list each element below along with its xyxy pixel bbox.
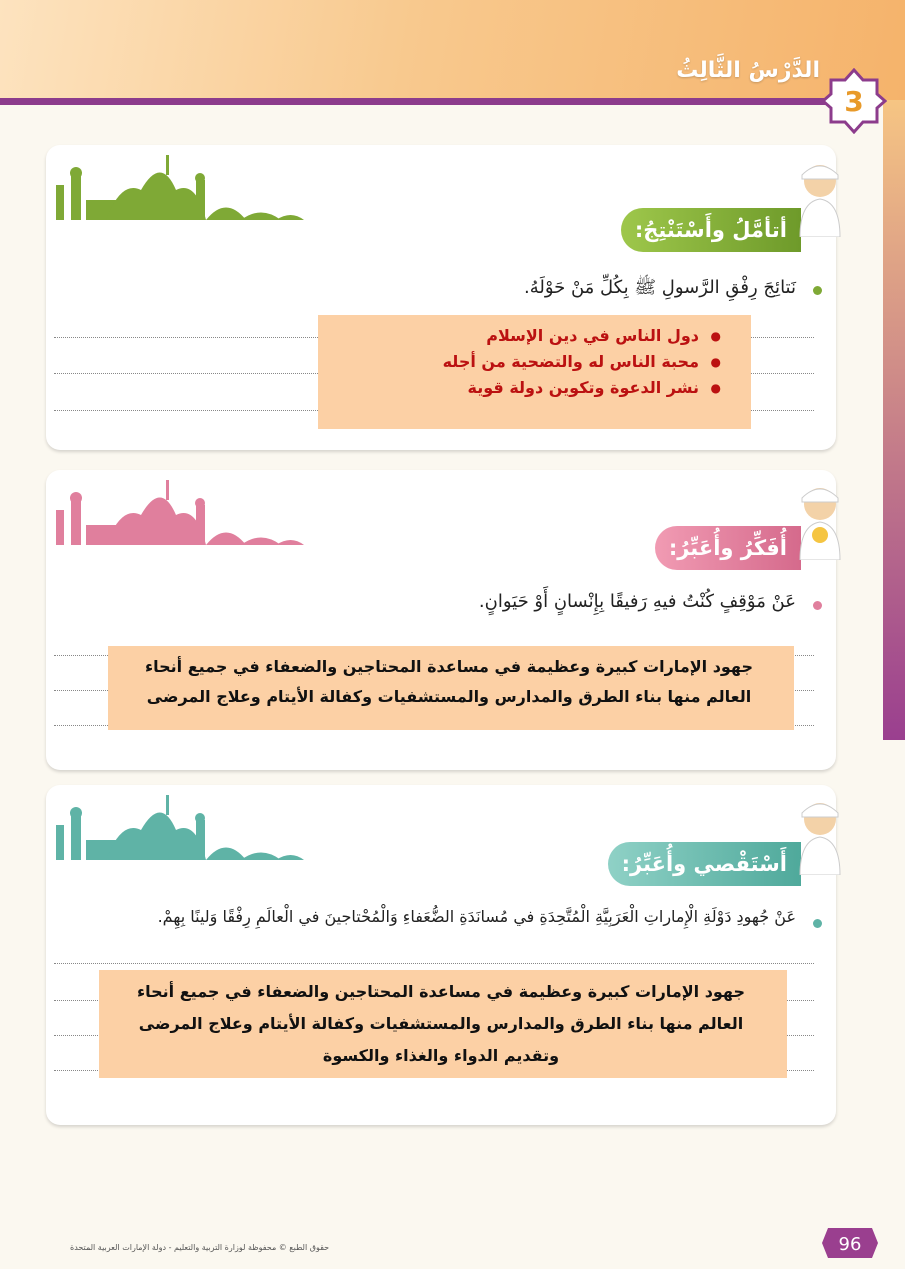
answer-box-think <box>108 646 794 730</box>
question-text: نَتائِجَ رِفْقِ الرَّسولِ ﷺ بِكُلِّ مَنْ حَوْلَهُ. <box>523 277 796 298</box>
header-divider <box>0 98 860 105</box>
section-title-investigate: أَسْتَقْصي وأُعَبِّرُ: <box>608 842 801 886</box>
answer-line <box>54 963 814 964</box>
answer-item: ● نشر الدعوة وتكوين دولة قوية <box>318 375 725 401</box>
question-text: عَنْ جُهودِ دَوْلَةِ الْإِماراتِ الْعَرَبِيَّةِ الْمُتَّحِدَةِ في مُسانَدَةِ الضُّعَفاءِ وَالْمُحْتاجينَ في الْعالَمِ رِفْقًا وَلينًا بِهِمْ. <box>157 907 796 926</box>
answer-line-text: العالم منها بناء الطرق والمدارس والمستشفيات وكفالة الأيتام وعلاج المرضى <box>146 687 752 706</box>
answer-line-text: وتقديم الدواء والغذاء والكسوة <box>322 1046 560 1065</box>
mosque-skyline-pink <box>46 470 306 555</box>
question-text: عَنْ مَوْقِفٍ كُنْتُ فيهِ رَفيقًا بِإِنْسانٍ أَوْ حَيَوانٍ. <box>478 591 796 612</box>
side-strip <box>883 100 905 740</box>
student-avatar-icon <box>790 157 850 237</box>
answer-item: ● محبة الناس له والتضحية من أجله <box>318 349 725 375</box>
lesson-badge <box>821 68 887 134</box>
answer-line-text: العالم منها بناء الطرق والمدارس والمستشفيات وكفالة الأيتام وعلاج المرضى <box>138 1014 744 1033</box>
mosque-skyline-green <box>46 145 306 230</box>
copyright-text: حقوق الطبع © محفوظة لوزارة التربية والتعليم - دولة الإمارات العربية المتحدة <box>70 1243 330 1252</box>
question-bullet <box>813 601 822 610</box>
answer-line-text: جهود الإمارات كبيرة وعظيمة في مساعدة المحتاجين والضعفاء في جميع أنحاء <box>144 657 754 676</box>
section-title-reflect: أتأمَّلُ وأَسْتَنْتِجُ: <box>621 208 801 252</box>
student-avatar-icon <box>790 795 850 875</box>
question-bullet <box>813 286 822 295</box>
top-banner <box>0 0 905 105</box>
lesson-number: 3 <box>844 85 864 118</box>
student-avatar-icon <box>790 480 850 560</box>
section-title-think: أُفَكِّرُ وأُعَبِّرُ: <box>655 526 801 570</box>
question-bullet <box>813 919 822 928</box>
page-number-badge <box>820 1224 880 1262</box>
answer-box-investigate <box>99 970 787 1078</box>
lesson-title: الدَّرْسُ الثَّالِثُ <box>676 58 820 83</box>
answer-line-text: جهود الإمارات كبيرة وعظيمة في مساعدة المحتاجين والضعفاء في جميع أنحاء <box>136 982 746 1001</box>
mosque-skyline-teal <box>46 785 306 870</box>
page-number: 96 <box>838 1234 862 1255</box>
answer-item: ● دول الناس في دين الإسلام <box>318 323 725 349</box>
answer-box-results <box>318 315 751 429</box>
